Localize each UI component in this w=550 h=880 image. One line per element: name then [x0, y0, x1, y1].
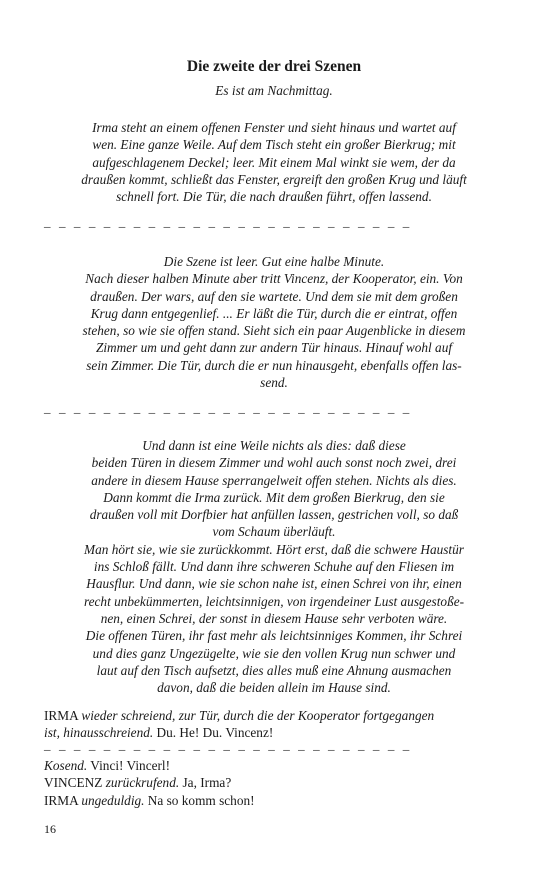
line: Dann kommt die Irma zurück. Mit dem großen Bierkrug, den sie — [103, 489, 445, 505]
line: recht unbekümmerten, leichtsinnigen, von irgendeiner Lust ausgestoße- — [83, 593, 465, 609]
dialogue-line — [44, 792, 504, 809]
stage-direction: wieder schreiend, zur Tür, durch die der Kooperator fortgegangen — [81, 708, 435, 723]
stage-direction: zurückrufend. — [105, 775, 180, 791]
line: nen, einen Schrei, der sonst in diesem Hause sehr verboten wäre. — [100, 610, 448, 626]
dashed-separator: _ _ _ _ _ _ _ _ _ _ _ _ _ _ _ _ _ _ _ _ _ _ _ _ _ — [44, 400, 412, 415]
line: sein Zimmer. Die Tür, durch die er nun hinausgeht, ebenfalls offen las- — [86, 357, 462, 373]
line: draußen voll mit Dorfbier hat anfüllen lassen, gestrichen voll, so daß — [89, 507, 459, 523]
spoken-text: Vinci! Vincerl! — [87, 758, 171, 773]
line: davon, daß die beiden allein im Hause sind. — [157, 680, 391, 696]
spoken-text: Na so komm schon! — [144, 792, 255, 808]
stage-direction: ungeduldig. — [81, 792, 145, 808]
speaker-name: VINCENZ — [44, 775, 103, 791]
page-number: 16 — [44, 822, 56, 836]
line: schnell fort. Die Tür, die nach draußen führt, offen lassend. — [116, 189, 432, 205]
line: Nach dieser halben Minute aber tritt Vincenz, der Kooperator, ein. Von — [85, 271, 463, 287]
line: send. — [260, 375, 288, 391]
line: draußen. Der wars, auf den sie wartete. Und dem sie mit dem großen — [90, 288, 458, 304]
line: Zimmer um und geht dann zur andern Tür hinaus. Hinauf wohl auf — [95, 340, 453, 356]
stage-direction: ist, hinausschreiend. — [44, 725, 154, 741]
line: wen. Eine ganze Weile. Auf dem Tisch steht ein großer Bierkrug; mit — [92, 137, 456, 153]
line: vom Schaum überläuft. — [212, 524, 336, 540]
line: und dies ganz Ungezügelte, wie sie den vollen Krug nun schwer und — [92, 645, 456, 661]
dashed-separator: _ _ _ _ _ _ _ _ _ _ _ _ _ _ _ _ _ _ _ _ _ _ _ _ _ — [44, 737, 412, 752]
dialogue-sequence — [44, 757, 504, 809]
spoken-text: Du. He! Du. Vincenz! — [153, 725, 274, 741]
speaker-name: IRMA — [44, 792, 78, 808]
line: Hausflur. Und dann, wie sie schon nahe ist, einen Schrei von ihr, einen — [86, 576, 462, 592]
stage-direction-intro — [44, 82, 504, 99]
scene-heading: Die zweite der drei Szenen — [186, 58, 362, 75]
line: beiden Türen in diesem Zimmer und wohl auch sonst noch zwei, drei — [91, 455, 457, 471]
stage-direction-block-3 — [44, 437, 504, 696]
line: andere in diesem Hause sperrangelweit offen stehen. Nichts als dies. — [91, 472, 457, 488]
line: Die Szene ist leer. Gut eine halbe Minute. — [163, 254, 385, 269]
line: Man hört sie, wie sie zurückkommt. Hört erst, daß die schwere Haustür — [84, 541, 464, 557]
speaker-name: IRMA — [44, 708, 78, 723]
line: draußen kommt, schließt das Fenster, ergreift den großen Krug und läuft — [81, 171, 467, 187]
line: Und dann ist eine Weile nichts als dies: daß diese — [142, 438, 406, 453]
dialogue-line — [44, 707, 504, 724]
line: Irma steht an einem offenen Fenster und sieht hinaus und wartet auf — [92, 120, 456, 135]
dashed-separator: _ _ _ _ _ _ _ _ _ _ _ _ _ _ _ _ _ _ _ _ _ _ _ _ _ — [44, 214, 412, 229]
dialogue-line — [44, 757, 504, 774]
line: aufgeschlagenem Deckel; leer. Mit einem Mal winkt sie wem, der da — [92, 154, 456, 170]
spoken-text: Ja, Irma? — [179, 775, 232, 791]
line: Krug dann entgegenlief. ... Er läßt die Tür, durch die er eintrat, offen — [90, 305, 458, 321]
line: stehen, so wie sie offen stand. Sieht sich ein paar Augenblicke in diesem — [82, 323, 466, 339]
stage-direction: Kosend. — [44, 758, 88, 773]
stage-direction-block-1 — [44, 119, 504, 205]
dialogue-line — [44, 774, 504, 791]
stage-direction-block-2 — [44, 253, 504, 391]
line: laut auf den Tisch aufsetzt, dies alles muß eine Ahnung ausmachen — [96, 662, 452, 678]
line: Die offenen Türen, ihr fast mehr als leichtsinniges Kommen, ihr Schrei — [85, 628, 463, 644]
stage-direction-time: Es ist am Nachmittag. — [215, 83, 333, 98]
line: ins Schloß fällt. Und dann ihre schweren Schuhe auf den Fliesen im — [93, 559, 455, 575]
